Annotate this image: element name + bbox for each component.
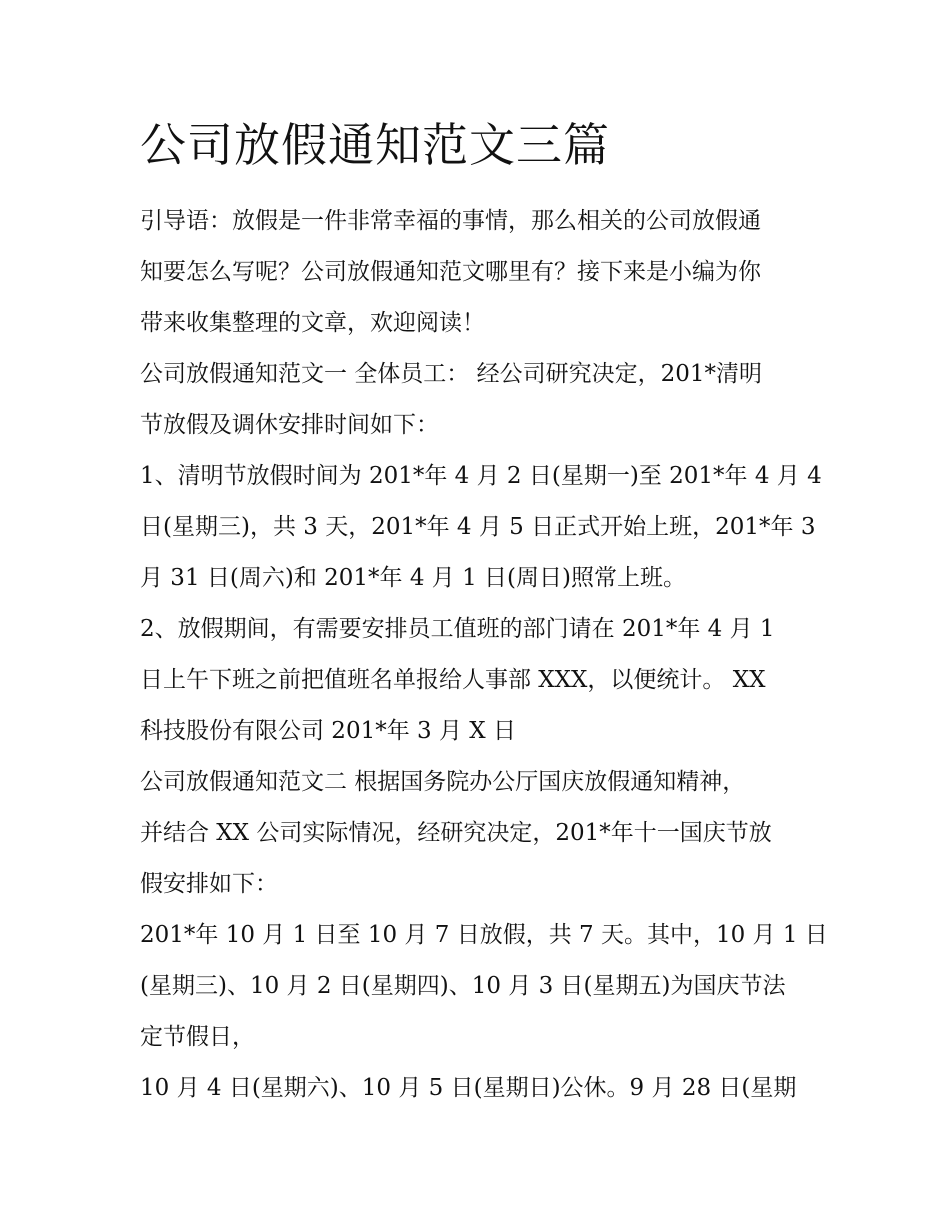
text-line: 日上午下班之前把值班名单报给人事部 XXX，以便统计。 XX	[140, 667, 766, 693]
text-line: 并结合 XX 公司实际情况，经研究决定，201*年十一国庆节放	[140, 820, 772, 846]
text-line: 201*年 10 月 1 日至 10 月 7 日放假，共 7 天。其中，10 月 1 日	[140, 922, 828, 948]
text-line: (星期三)、10 月 2 日(星期四)、10 月 3 日(星期五)为国庆节法	[140, 973, 786, 999]
text-line: 科技股份有限公司 201*年 3 月 X 日	[140, 718, 516, 744]
text-line: 公司放假通知范文二 根据国务院办公厅国庆放假通知精神，	[140, 769, 746, 795]
document-body	[140, 196, 828, 1114]
text-line: 知要怎么写呢？公司放假通知范文哪里有？接下来是小编为你	[140, 259, 761, 285]
text-line: 带来收集整理的文章，欢迎阅读！	[140, 310, 485, 336]
text-line: 1、清明节放假时间为 201*年 4 月 2 日(星期一)至 201*年 4 月 4	[140, 463, 822, 489]
document-title: 公司放假通知范文三篇	[140, 118, 610, 172]
text-line: 2、放假期间，有需要安排员工值班的部门请在 201*年 4 月 1	[140, 616, 775, 642]
text-line: 日(星期三)，共 3 天，201*年 4 月 5 日正式开始上班，201*年 3	[140, 514, 816, 540]
text-line: 公司放假通知范文一 全体员工： 经公司研究决定，201*清明	[140, 361, 763, 387]
text-line: 节放假及调休安排时间如下：	[140, 412, 439, 438]
text-line: 假安排如下：	[140, 871, 278, 897]
text-line: 月 31 日(周六)和 201*年 4 月 1 日(周日)照常上班。	[140, 565, 687, 591]
text-line: 10 月 4 日(星期六)、10 月 5 日(星期日)公休。9 月 28 日(星期	[140, 1075, 797, 1101]
text-line: 引导语：放假是一件非常幸福的事情，那么相关的公司放假通	[140, 208, 761, 234]
text-line: 定节假日，	[140, 1024, 255, 1050]
